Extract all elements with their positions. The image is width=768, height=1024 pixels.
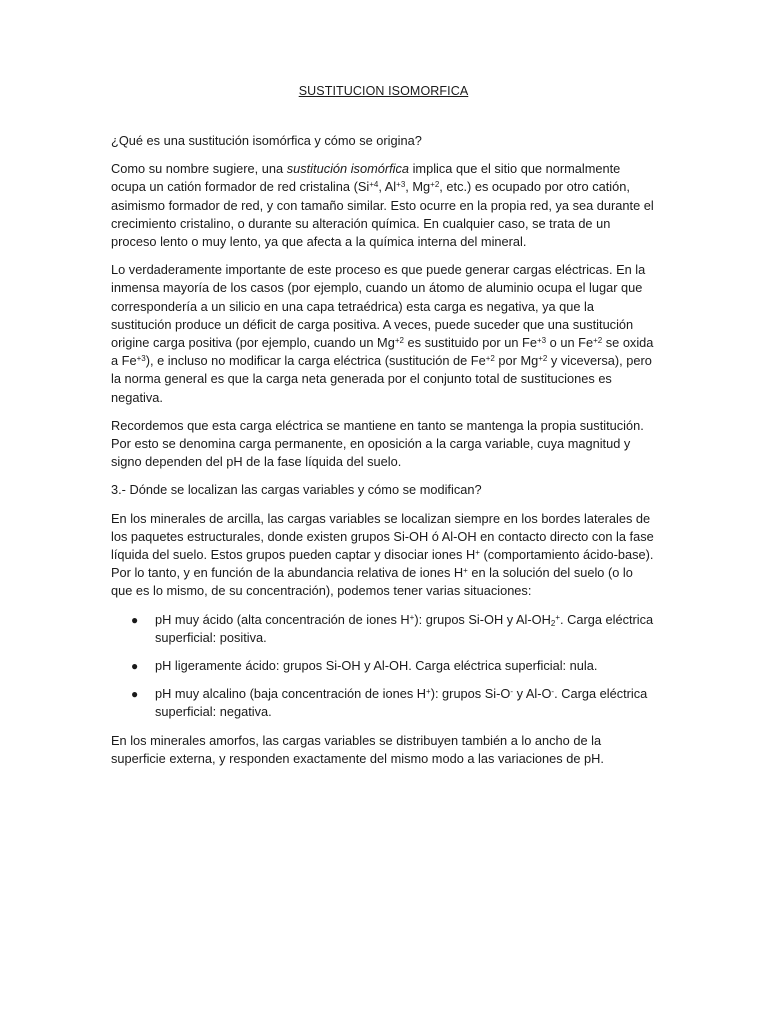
question-heading-2: 3.- Dónde se localizan las cargas variables y cómo se modifican? bbox=[111, 482, 482, 498]
list-item: ● pH muy ácido (alta concentración de iones H+): grupos Si-OH y $Al-OH_2^+$. Carga eléctrica superficial: positiva. bbox=[131, 611, 654, 645]
list-item: ● pH muy alcalino (baja concentración de iones H+): grupos Si-O- y Al-O-. Carga eléctrica superficial: negativa. bbox=[131, 686, 648, 720]
paragraph-amorphous-minerals: En los minerales amorfos, las cargas variables se distribuyen también a lo ancho de la superficie externa, y responden exactamente del mismo modo a las variaciones de pH. bbox=[111, 732, 604, 766]
bullet-icon: ● bbox=[131, 612, 139, 627]
document-title: SUSTITUCION ISOMORFICA bbox=[298, 84, 469, 98]
ph-situations-list bbox=[111, 611, 656, 722]
bullet-icon: ● bbox=[131, 659, 139, 674]
paragraph-variable-charges: En los minerales de arcilla, las cargas variables se localizan siempre en los bordes laterales de los paquetes estructurales, donde existen grupos Si-OH ó Al-OH en contacto directo con la fase líquida del suelo. Estos grupos pueden captar y disociar iones H+ (comportamiento ácido-base). Por lo tanto, y en función de la abundancia relativa de iones H+ en la solución del suelo (o lo que es lo mismo, de su concentración), podemos tener varias situaciones: bbox=[111, 510, 654, 599]
question-heading-1: ¿Qué es una sustitución isomórfica y cómo se origina? bbox=[111, 133, 422, 148]
bullet-icon: ● bbox=[131, 687, 139, 702]
paragraph-electric-charges: Lo verdaderamente importante de este proceso es que puede generar cargas eléctricas. En la inmensa mayoría de los casos (por ejemplo, cuando un átomo de aluminio ocupa el lugar que correspondería a un silicio en una capa tetraédrica) esta carga es negativa, ya que la sustitución produce un déficit de carga positiva. A veces, puede suceder que una sustitución origine carga positiva (por ejemplo, cuando un $Mg^{+2}$ es sustituido por un $Fe^{+3}$ o un $Fe^{+2}$ se oxida a $Fe^{+3}$), e incluso no modificar la carga eléctrica (sustitución de $Fe^{+2}$ por $Mg^{+2}$ y viceversa), pero la norma general es que la carga neta generada por el conjunto total de sustituciones es negativa. bbox=[111, 262, 654, 405]
paragraph-isomorphic-definition: Como su nombre sugiere, una sustitución isomórfica implica que el sitio que normalmente ocupa un catión formador de red cristalina ($Si^{+4}$, $Al^{+3}$, $Mg^{+2}$, etc.) es ocupado por otro catión, asimismo formador de red, y con tamaño similar. Esto ocurre en la propia red, ya sea durante el crecimiento cristalino, o durante su alteración química. En cualquier caso, se trata de un proceso lento o muy lento, ya que afecta a la química interna del mineral. bbox=[111, 161, 654, 250]
emphasis-term: sustitución isomórfica bbox=[286, 161, 410, 177]
list-item: ● pH ligeramente ácido: grupos Si-OH y Al-OH. Carga eléctrica superficial: nula. bbox=[111, 657, 656, 675]
paragraph-permanent-charge: Recordemos que esta carga eléctrica se mantiene en tanto se mantenga la propia sustitución. Por esto se denomina carga permanente, en oposición a la carga variable, cuya magnitud y signo dependen del pH de la fase líquida del suelo. bbox=[111, 417, 644, 470]
